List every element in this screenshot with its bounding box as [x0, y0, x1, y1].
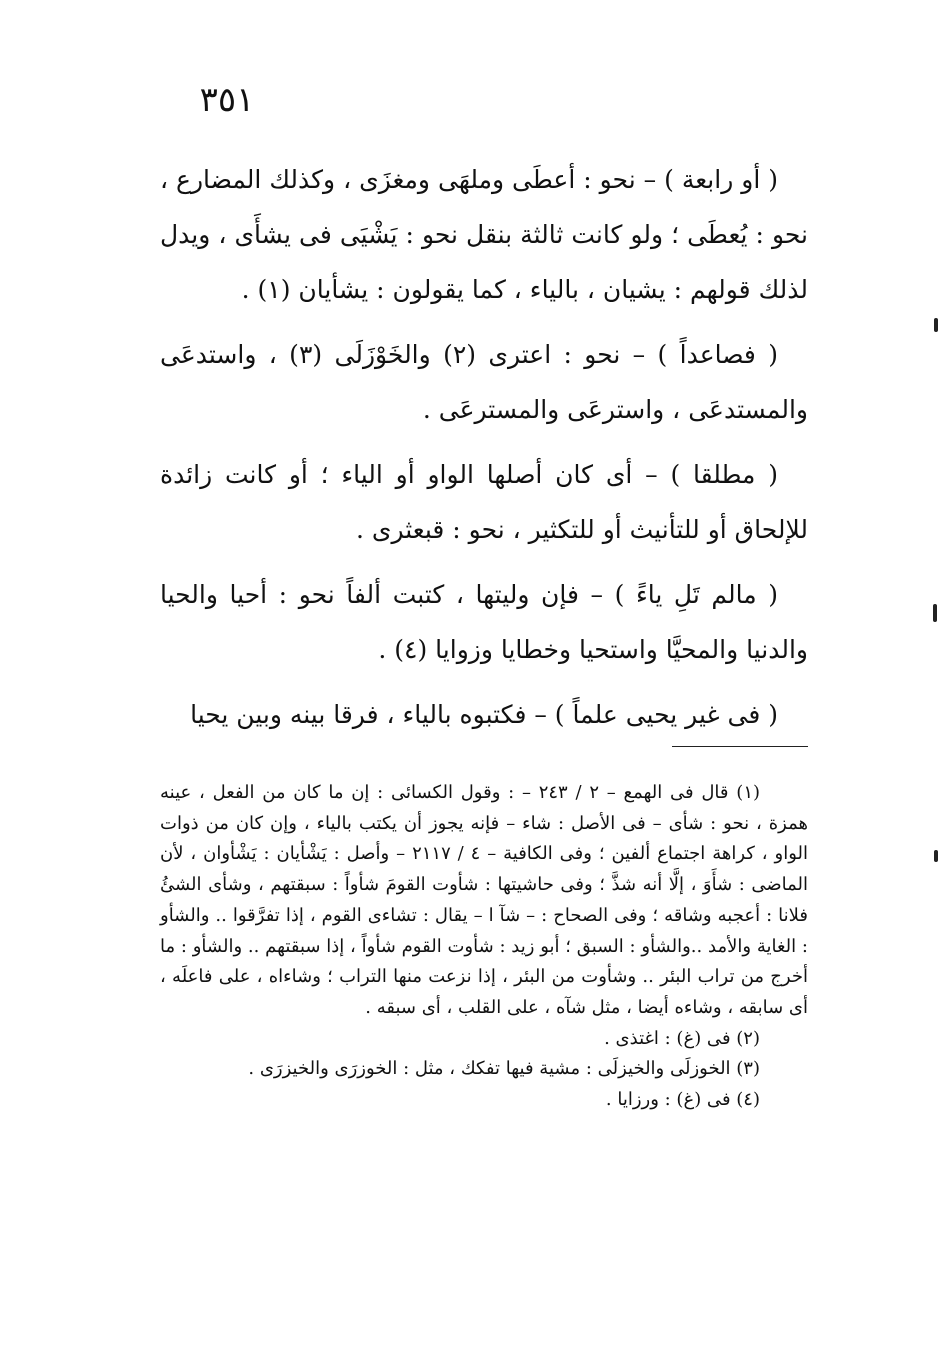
paragraph-5: ( فى غير يحيى علماً ) – فكتبوه بالياء ، فرقا بينه وبين يحيا	[190, 700, 778, 729]
footnote-1: (١) قال فى الهمع – ٢ / ٢٤٣ – : وقول الكسائى : إن ما كان من الفعل ، عينه همزة ، نحو : شأى – فى الأصل : شاء – فإنه يجوز أن يكتب بالياء ، وإن كان من ذوات الواو ، كراهة اجتماع ألفين ؛ وفى الكافية – ٤ / ٢١١٧ – وأصل : يَشْأيان : يَشْأوان ، لأن الماضى : شأَوَ ، إلَّا أنه شذَّ ؛ وفى حاشيتها : شأوت القومَ شأواً : سبقتهم ، وشأى الشئُ فلانا : أعجبه وشاقه ؛ وفى الصحاح : – شآ ا – يقال : تشاءى القوم ، إذا تفرَّقوا .. والشأو : الغاية والأمد ..والشأو : السبق ؛ أبو زيد : شأوت القوم شأواً ، إذا سبقتهم .. والشأو : ما أخرج من تراب البئر .. وشأوت من البئر ، إذا نزعت منها التراب ؛ وشاءاه ، على فاعلَه ، أى سابقه ، وشاءه أيضا ، مثل شآه ، على القلب ، أى سبقه .	[160, 782, 808, 1018]
margin-mark	[933, 604, 937, 622]
footnote-2: (٢) فى (غ) : اغتذى .	[604, 1027, 760, 1049]
paragraph-2: ( فصاعداً ) – نحو : اعترى (٢) والخَوْزَلَى (٣) ، واستدعَى والمستدعَى ، واسترعَى والمسترعَى .	[160, 340, 808, 424]
paragraph-1: ( أو رابعة ) – نحو : أعطَى وملهَى ومغزَى ، وكذلك المضارع ، نحو : يُعطَى ؛ ولو كانت ثالثة بنقل نحو : يَشْيَى فى يشأَى ، ويدل لذلك قولهم : يشيان ، بالياء ، كما يقولون : يشأيان (١) .	[160, 165, 808, 304]
footnote-4: (٤) فى (غ) : ورزايا .	[605, 1089, 760, 1111]
paragraph-4: ( مالم تَلِ ياءً ) – فإن وليتها ، كتبت ألفاً نحو : أحيا والحيا والدنيا والمحيَّا واستحيا وخطايا وزوايا (٤) .	[160, 580, 808, 664]
footnote-separator	[672, 746, 808, 747]
margin-mark	[934, 318, 938, 332]
paragraph-3: ( مطلقا ) – أى كان أصلها الواو أو الياء ؛ أو كانت زائدة للإلحاق أو للتأنيث أو للتكثير ، نحو : قبعثرى .	[160, 460, 808, 544]
margin-mark	[934, 850, 938, 862]
main-text	[160, 152, 808, 752]
footnote-3: (٣) الخوزلَى والخيزلَى : مشية فيها تفكك ، مثل : الخوزرَى والخيزرَى .	[248, 1058, 760, 1080]
page-number: ٣٥١	[199, 80, 255, 120]
footnotes	[160, 778, 808, 1116]
